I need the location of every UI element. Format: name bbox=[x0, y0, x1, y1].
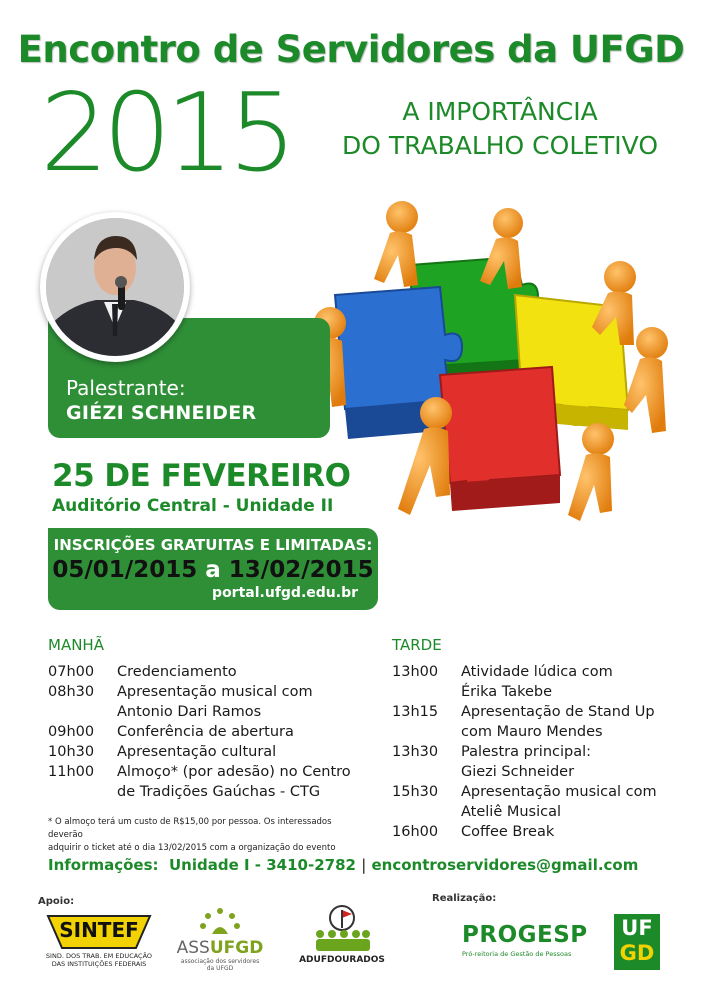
assufgd-people-icon bbox=[198, 906, 242, 940]
schedule-item bbox=[48, 762, 378, 802]
assufgd-logo bbox=[168, 906, 272, 976]
assufgd-sub-2: da UFGD bbox=[206, 965, 234, 972]
speaker-name: GIÉZI SCHNEIDER bbox=[66, 402, 257, 424]
ufgd-logo bbox=[614, 914, 660, 970]
schedule-line: Palestra principal: bbox=[461, 744, 592, 760]
schedule-time: 10h30 bbox=[48, 744, 95, 760]
schedule-line: Apresentação de Stand Up bbox=[461, 704, 655, 720]
schedule-time: 16h00 bbox=[392, 824, 439, 840]
progesp-logo bbox=[462, 922, 592, 962]
speaker-photo bbox=[46, 218, 184, 356]
adufdourados-logo bbox=[300, 904, 384, 970]
registration-start: 05/01/2015 bbox=[52, 557, 198, 583]
schedule-time: 08h30 bbox=[48, 684, 95, 700]
adufdourados-name: ADUFDOURADOS bbox=[299, 955, 385, 965]
support-label: Apoio: bbox=[38, 896, 75, 907]
event-theme bbox=[290, 95, 702, 163]
event-title: Encontro de Servidores da UFGD bbox=[17, 28, 685, 71]
schedule-line: Coffee Break bbox=[461, 824, 555, 840]
schedule-item bbox=[48, 682, 378, 722]
registration-connector: a bbox=[205, 557, 221, 583]
schedule-description bbox=[461, 782, 692, 822]
figure-7 bbox=[568, 423, 614, 521]
assufgd-subtitle bbox=[168, 958, 272, 972]
schedule-description bbox=[117, 722, 378, 742]
morning-heading: MANHÃ bbox=[48, 636, 104, 654]
lunch-footnote bbox=[48, 816, 368, 855]
schedule-description bbox=[461, 662, 692, 702]
schedule-line: com Mauro Mendes bbox=[461, 724, 603, 740]
theme-line-1: A IMPORTÂNCIA bbox=[402, 97, 598, 126]
schedule-item bbox=[392, 782, 692, 822]
schedule-description bbox=[461, 702, 692, 742]
sintef-subtitle bbox=[40, 952, 158, 968]
schedule-description bbox=[117, 742, 378, 762]
assufgd-name bbox=[168, 938, 272, 958]
schedule-line: Giezi Schneider bbox=[461, 764, 575, 780]
schedule-description bbox=[117, 662, 378, 682]
schedule-line: Almoço* (por adesão) no Centro bbox=[117, 764, 351, 780]
schedule-time: 09h00 bbox=[48, 724, 95, 740]
schedule-description bbox=[461, 822, 692, 842]
realization-label: Realização: bbox=[432, 893, 497, 904]
schedule-item bbox=[392, 742, 692, 782]
schedule-item bbox=[48, 722, 378, 742]
speaker-portrait-icon bbox=[46, 218, 184, 356]
schedule-line: Apresentação musical com bbox=[117, 684, 313, 700]
contact-info bbox=[48, 856, 638, 874]
progesp-name: PROGESP bbox=[462, 922, 588, 948]
schedule-line: Antonio Dari Ramos bbox=[117, 704, 262, 720]
schedule-time: 13h00 bbox=[392, 664, 439, 680]
schedule-line: Apresentação cultural bbox=[117, 744, 277, 760]
registration-url[interactable]: portal.ufgd.edu.br bbox=[212, 585, 358, 601]
schedule-time: 13h15 bbox=[392, 704, 439, 720]
schedule-item bbox=[392, 822, 692, 842]
schedule-line: Credenciamento bbox=[117, 664, 237, 680]
event-date: 25 DE FEVEREIRO bbox=[52, 458, 351, 494]
schedule-line: Conferência de abertura bbox=[117, 724, 294, 740]
footnote-line-1: * O almoço terá um custo de R$15,00 por pessoa. Os interessados deverão bbox=[48, 817, 332, 840]
schedule-time: 13h30 bbox=[392, 744, 439, 760]
schedule-line: Apresentação musical com bbox=[461, 784, 657, 800]
schedule-item bbox=[392, 662, 692, 702]
morning-schedule bbox=[48, 662, 378, 802]
puzzle-piece-red bbox=[440, 367, 560, 511]
afternoon-schedule bbox=[392, 662, 692, 842]
footnote-line-2: adquirir o ticket até o dia 13/02/2015 com a organização do evento bbox=[48, 843, 336, 853]
schedule-line: Érika Takebe bbox=[461, 684, 553, 700]
schedule-description bbox=[117, 762, 378, 802]
contact-divider: | bbox=[361, 856, 367, 874]
assufgd-sub-1: associação dos servidores bbox=[180, 958, 260, 965]
schedule-item bbox=[48, 662, 378, 682]
speaker-label: Palestrante: bbox=[66, 376, 186, 400]
schedule-line: de Tradições Gaúchas - CTG bbox=[117, 784, 321, 800]
schedule-description bbox=[117, 682, 378, 722]
registration-end: 13/02/2015 bbox=[228, 557, 374, 583]
registration-period bbox=[48, 557, 378, 583]
schedule-time: 15h30 bbox=[392, 784, 439, 800]
figure-1 bbox=[374, 201, 418, 287]
schedule-item bbox=[48, 742, 378, 762]
sintef-sub-2: DAS INSTITUIÇÕES FEDERAIS bbox=[51, 960, 147, 968]
schedule-line: Atividade lúdica com bbox=[461, 664, 613, 680]
event-year: 2015 bbox=[40, 71, 291, 196]
schedule-line: Ateliê Musical bbox=[461, 804, 562, 820]
registration-headline: INSCRIÇÕES GRATUITAS E LIMITADAS: bbox=[53, 536, 373, 554]
schedule-description bbox=[461, 742, 692, 782]
schedule-time: 11h00 bbox=[48, 764, 95, 780]
ufgd-logo-bottom: GD bbox=[619, 941, 655, 965]
schedule-time: 07h00 bbox=[48, 664, 95, 680]
assufgd-name-a: ASS bbox=[176, 938, 210, 958]
theme-line-2: DO TRABALHO COLETIVO bbox=[341, 130, 659, 160]
sintef-name: SINTEF bbox=[59, 918, 139, 942]
contact-email[interactable]: encontroservidores@gmail.com bbox=[371, 856, 639, 874]
assufgd-name-b: UFGD bbox=[209, 938, 264, 958]
sintef-sub-1: SIND. DOS TRAB. EM EDUCAÇÃO bbox=[45, 952, 153, 960]
afternoon-heading: TARDE bbox=[392, 636, 442, 654]
ufgd-logo-top: UF bbox=[621, 916, 653, 940]
adufdourados-emblem-icon bbox=[310, 904, 374, 954]
event-venue: Auditório Central - Unidade II bbox=[52, 496, 334, 516]
progesp-subtitle: Pró-reitoria de Gestão de Pessoas bbox=[462, 950, 572, 958]
sintef-logo bbox=[44, 912, 154, 976]
schedule-item bbox=[392, 702, 692, 742]
contact-label: Informações: bbox=[48, 856, 159, 874]
contact-unit: Unidade I - 3410-2782 bbox=[169, 856, 356, 874]
